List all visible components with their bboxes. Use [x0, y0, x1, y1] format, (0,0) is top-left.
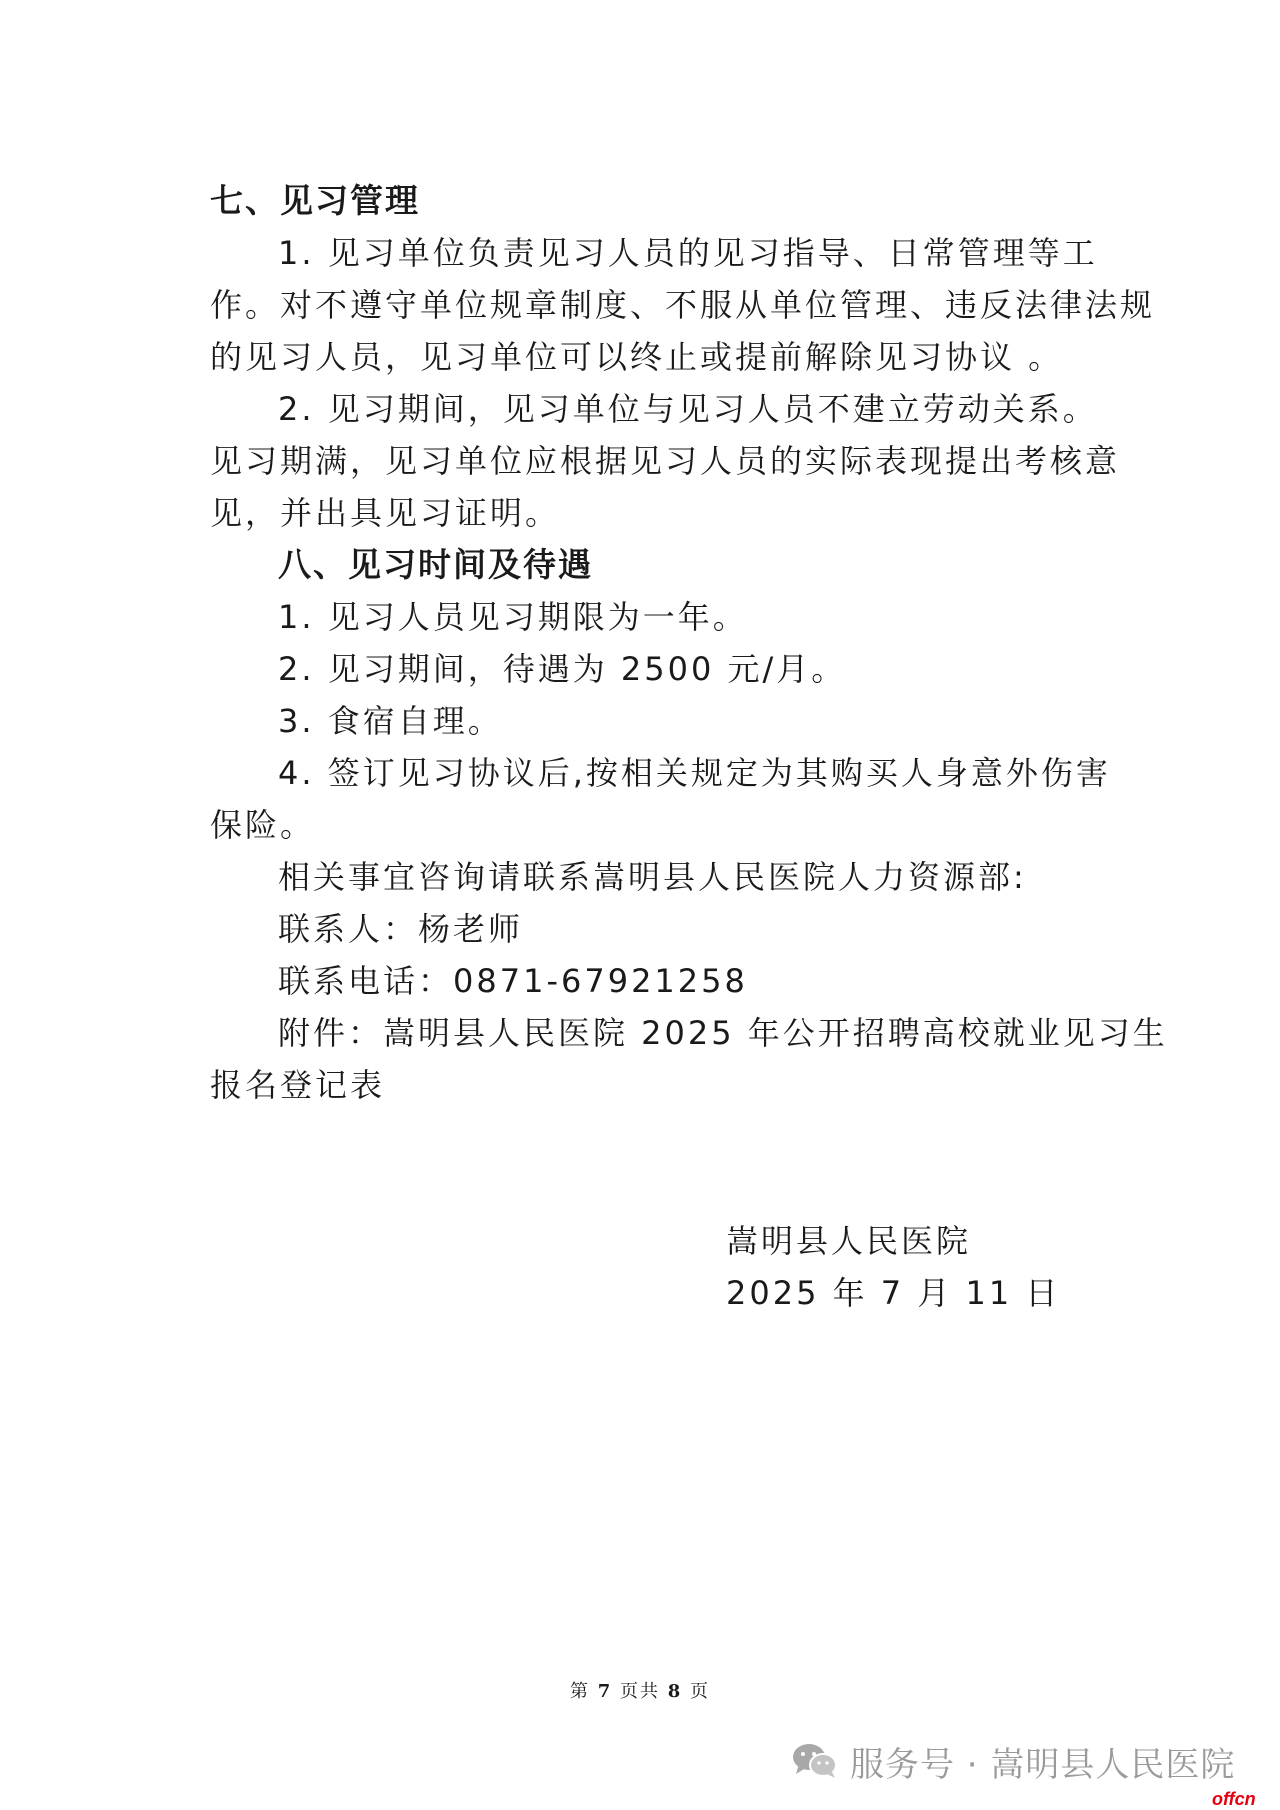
footer-middle: 页共 — [612, 1681, 668, 1702]
footer-suffix: 页 — [682, 1681, 710, 1702]
footer-prefix: 第 — [570, 1681, 598, 1702]
section-8-item-3: 3. 食宿自理。 — [278, 702, 503, 740]
footer-page-number: 7 — [597, 1681, 613, 1702]
contact-person: 联系人：杨老师 — [278, 910, 524, 948]
signature-date: 2025 年 7 月 11 日 — [726, 1274, 1061, 1312]
section-7-item-1-line-2: 作。对不遵守单位规章制度、不服从单位管理、违反法律法规 — [210, 286, 1156, 324]
watermark-text: 服务号 · 嵩明县人民医院 — [850, 1744, 1236, 1785]
section-7-item-2-line-3: 见，并出具见习证明。 — [210, 494, 561, 532]
section-8-item-1: 1. 见习人员见习期限为一年。 — [278, 598, 748, 636]
footer-total-pages: 8 — [667, 1681, 683, 1702]
section-8-item-2: 2. 见习期间，待遇为 2500 元/月。 — [278, 650, 847, 688]
section-8-item-4-line-2: 保险。 — [210, 806, 316, 844]
offcn-logo — [1210, 1786, 1280, 1810]
section-7-item-1-line-3: 的见习人员，见习单位可以终止或提前解除见习协议 。 — [210, 338, 1064, 376]
section-7-item-1-line-1: 1. 见习单位负责见习人员的见习指导、日常管理等工 — [278, 234, 1098, 272]
attachment-line-2: 报名登记表 — [210, 1066, 386, 1104]
wechat-icon — [790, 1741, 840, 1781]
section-8-item-4-line-1: 4. 签订见习协议后,按相关规定为其购买人身意外伤害 — [278, 754, 1111, 792]
section-7-item-2-line-1: 2. 见习期间，见习单位与见习人员不建立劳动关系。 — [278, 390, 1098, 428]
section-8-heading: 八、见习时间及待遇 — [278, 545, 593, 584]
contact-phone: 联系电话：0871-67921258 — [278, 962, 748, 1000]
attachment-line-1: 附件：嵩明县人民医院 2025 年公开招聘高校就业见习生 — [278, 1014, 1168, 1052]
section-7-heading: 七、见习管理 — [210, 181, 420, 220]
wechat-watermark — [790, 1738, 1235, 1784]
page-footer — [0, 1680, 1280, 1704]
section-7-item-2-line-2: 见习期满，见习单位应根据见习人员的实际表现提出考核意 — [210, 442, 1121, 480]
signature-org: 嵩明县人民医院 — [726, 1222, 972, 1260]
logo-text: offcn — [1212, 1789, 1256, 1809]
contact-intro: 相关事宜咨询请联系嵩明县人民医院人力资源部: — [278, 858, 1027, 896]
